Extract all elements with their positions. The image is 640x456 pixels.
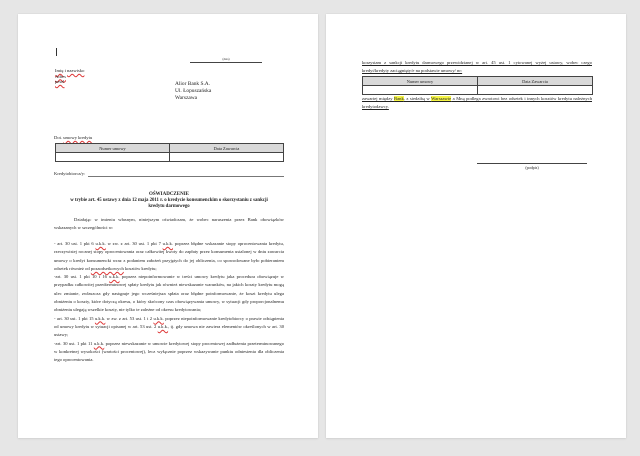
header-conclusion-date: Data Zawarcia (478, 77, 593, 86)
sender-block (55, 68, 84, 85)
borrower-label: Kredytobiorca/y: (54, 171, 86, 176)
header-contract-number: Numer umowy (363, 77, 478, 86)
recipient-block: Alior Bank S.A. Ul. Łopuszańska Warszawa (175, 81, 212, 101)
document-title: OŚWIADCZENIE (148, 192, 189, 197)
address-label[interactable]: Adres (55, 73, 66, 79)
document-page-1[interactable] (18, 14, 318, 438)
cell-contract-number[interactable] (56, 153, 170, 162)
declaration-paragraph: korzystam z sankcji kredytu darmowego przewidzianej w art. 45 ust. 1 cytowanej wyżej ustawy, wobec czego kredyt/kredyty zaciągnięty/e na podstawie umowy/ nr: (362, 60, 592, 74)
violation-item: -art. 30 ust. 1 pkt 10 i 16 u.k.k. poprzez niepoinformowanie w treści umowy kredytu jaka procedura obowiązuje w przypadku całkowitej przedterminowej spłaty kredytu jak również niewskazanie warunków, na jakich koszty kredytu mogą ulec zmianie, zwłaszcza gdy następuje jego wcześniejsza spłata oraz błędne poinformowanie, że koszt kredytu ulega obniżeniu o koszty, które dotyczą okresu, o który skrócony czas obowiązywania umowy, w sytuacji gdy proporcjonalnemu obniżeniu ulegają wszelkie koszty, nie tylko te zależne od okresu kredytowania; (54, 274, 284, 313)
pesel-label[interactable]: pesel (55, 79, 65, 85)
contract-table-2[interactable] (362, 76, 593, 95)
cell-conclusion-date[interactable] (170, 153, 284, 162)
date-label: (data) (222, 57, 230, 61)
violation-item: -art. 30 ust. 1 pkt 11 u.k.k. poprzez niewskazanie w umowie kredytowej stopy procentowej zadłużenia przeterminowanego w konkretnej wysokości (wartości procentowej), lecz wyłącznie poprzez wskazywanie punktu odniesienia dla obliczenia tego oprocentowania. (54, 340, 284, 363)
signature-line (477, 163, 587, 164)
cell-conclusion-date[interactable] (478, 86, 593, 95)
violations-list (54, 240, 284, 364)
cell-contract-number[interactable] (363, 86, 478, 95)
violation-item: - art. 30 ust. 1 pkt 15 u.k.k. w zw. z art. 53 ust. 1 i 2 u.k.k. poprzez niepoinformowanie kredytobiorcy o prawie odstąpienia od umowy kredytu w sytuacji opisanej w art. 53 ust. 2 u.k.k., tj. gdy umowa nie zawiera elementów określonych w art. 30 ustawy; (54, 315, 285, 338)
borrower-line (88, 176, 284, 177)
header-contract-number: Numer umowy (56, 144, 170, 153)
header-conclusion-date: Data Zawarcia (170, 144, 284, 153)
document-page-2[interactable] (326, 14, 626, 438)
highlight-bank: Bank (394, 96, 404, 101)
document-subtitle: w trybie art. 45 ustawy z dnia 12 maja 2011 r. o kredycie konsumenckim o skorzystaniu z sankcji kredytu darmowego (70, 198, 268, 209)
signature-label: (podpis) (525, 165, 539, 170)
refund-paragraph: zawartej między Bank, z siedzibą w Warszawie a Mną podlega zwrotowi bez odsetek i innych kosztów kredytu należnych kredytodawcy. (362, 96, 592, 110)
violation-item: - art. 30 ust. 1 pkt 6 u.k.k. w zw. z art. 30 ust. 1 pkt 7 u.k.k. poprzez błędne wskazanie stopy oprocentowania kredytu, rzeczywistej rocznej stopy oprocentowania oraz całkowitej kwoty do zapłaty przez konsumenta ustalonej w dniu zawarcia umowy o kredyt konsumencki wraz z podaniem założeń przyjętych do jej obliczenia, co spowodowane było pobieraniem odsetek również od pozaodsetkowych kosztów kredytu; (54, 241, 285, 271)
intro-paragraph: Działając w imieniu własnym, niniejszym oświadczam, że wobec naruszenia przez Bank obowiązków wskazanych w szczególności w: (54, 217, 284, 231)
highlight-warsaw: Warszawie (431, 96, 452, 101)
regarding-line: Dot. umowy kredytu (54, 135, 93, 140)
text-cursor (56, 48, 57, 56)
date-line (190, 62, 262, 63)
name-label[interactable]: Imię i nazwisko (55, 68, 85, 73)
contract-table[interactable] (55, 143, 284, 162)
